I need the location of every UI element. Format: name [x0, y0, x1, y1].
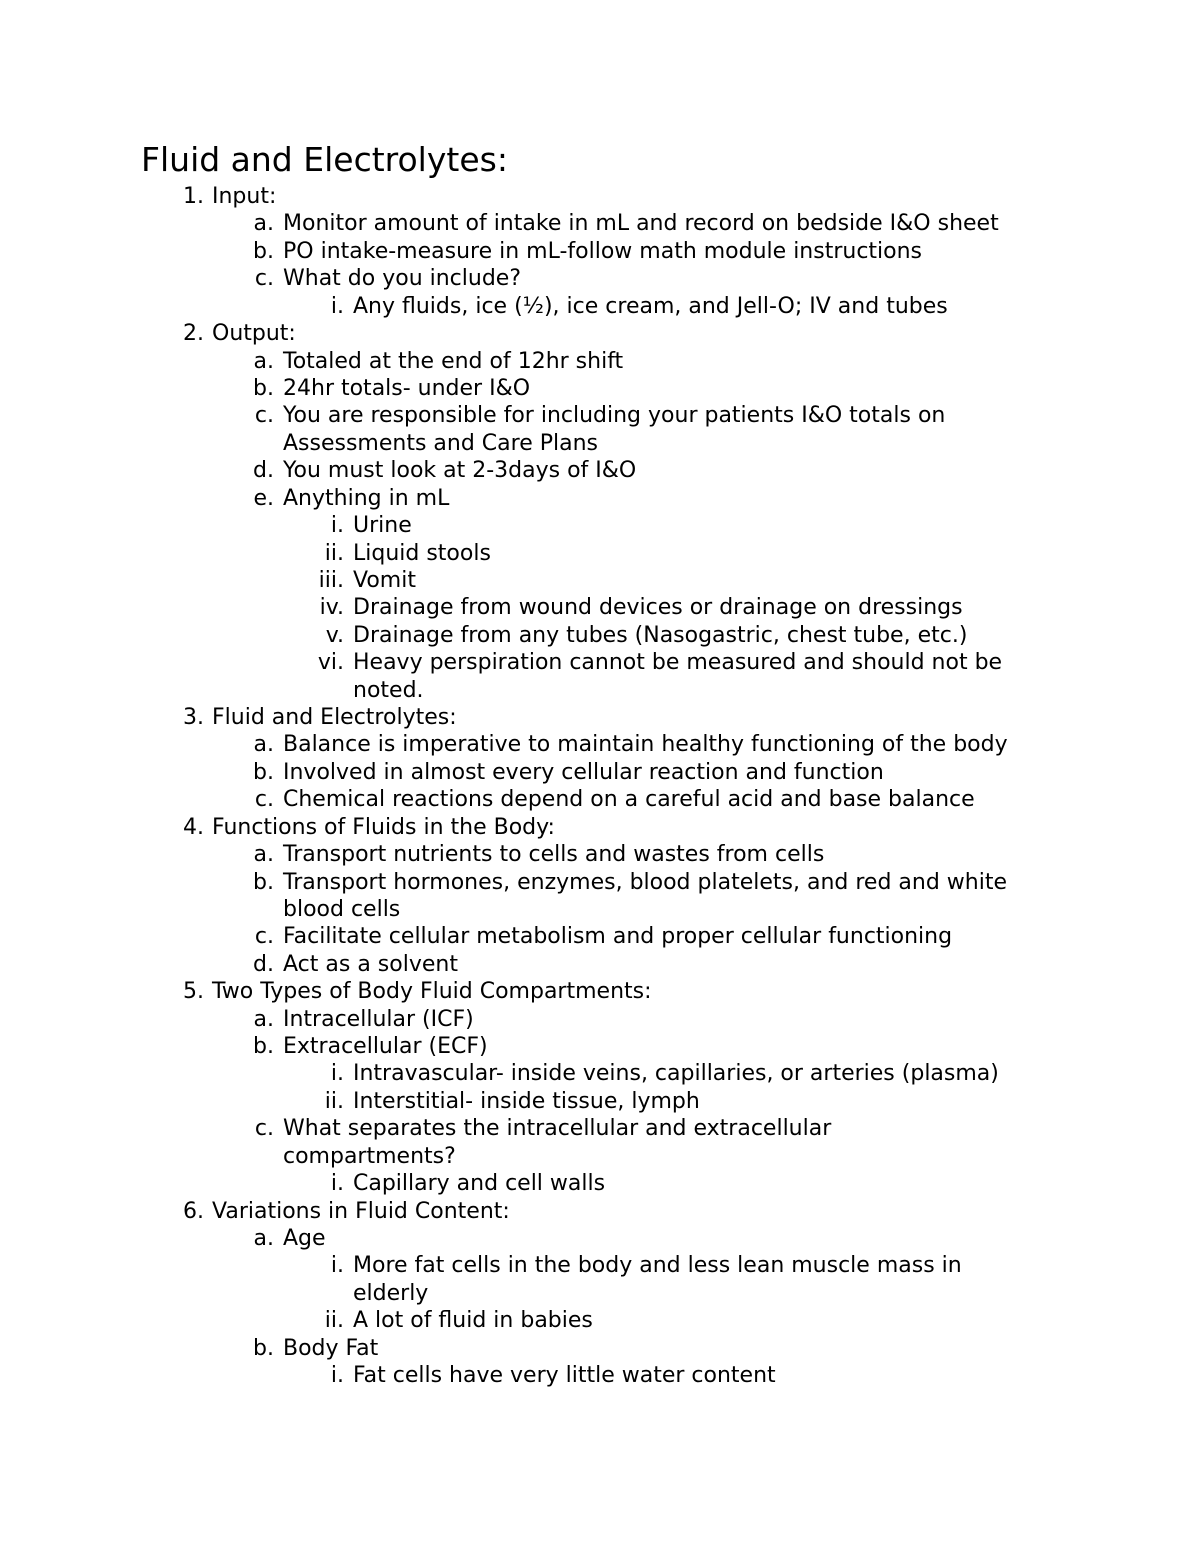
- list-item-text: Interstitial- inside tissue, lymph: [353, 1088, 700, 1114]
- list-item-text: Any fluids, ice (½), ice cream, and Jell-O; IV and tubes: [353, 293, 948, 319]
- list-item-text: Intracellular (ICF): [283, 1006, 474, 1032]
- list-marker: 4.: [183, 814, 204, 840]
- list-item-text: Output:: [212, 321, 296, 347]
- list-marker: c.: [254, 787, 274, 813]
- list-item-text: What separates the intracellular and extracellular: [283, 1116, 832, 1142]
- list-item-text: Functions of Fluids in the Body:: [212, 814, 555, 840]
- list-item-text: Transport hormones, enzymes, blood platelets, and red and white: [283, 869, 1007, 895]
- list-item-text: Chemical reactions depend on a careful acid and base balance: [283, 787, 975, 813]
- page-title: Fluid and Electrolytes:: [141, 140, 508, 179]
- list-marker: vi.: [317, 650, 344, 676]
- list-marker: a.: [253, 1006, 274, 1032]
- list-marker: v.: [325, 622, 344, 648]
- list-item-text: 24hr totals- under I&O: [283, 375, 531, 401]
- list-item-text: noted.: [353, 677, 424, 703]
- list-marker: c.: [254, 403, 274, 429]
- list-marker: 3.: [183, 705, 204, 730]
- list-item-text: Fluid and Electrolytes:: [212, 705, 457, 730]
- list-marker: b.: [253, 1335, 274, 1361]
- list-item-text: Monitor amount of intake in mL and record on bedside I&O sheet: [283, 211, 999, 237]
- list-item-text: Urine: [353, 513, 412, 538]
- list-item-text: Liquid stools: [353, 540, 491, 566]
- list-marker: 1.: [183, 184, 204, 209]
- list-item-text: You are responsible for including your patients I&O totals on: [283, 403, 946, 429]
- list-marker: i.: [330, 513, 344, 538]
- list-marker: d.: [253, 951, 274, 977]
- list-marker: i.: [330, 1253, 344, 1279]
- list-item-text: Facilitate cellular metabolism and proper cellular functioning: [283, 924, 953, 950]
- list-marker: b.: [253, 238, 274, 264]
- list-item-text: PO intake-measure in mL-follow math module instructions: [283, 238, 923, 264]
- list-item-text: Fat cells have very little water content: [353, 1363, 776, 1389]
- list-marker: i.: [330, 1363, 344, 1389]
- list-marker: ii.: [324, 1308, 344, 1334]
- list-item-text: Age: [283, 1226, 326, 1251]
- list-item-text: Act as a solvent: [283, 951, 458, 977]
- list-marker: b.: [253, 375, 274, 401]
- list-item-text: Variations in Fluid Content:: [212, 1198, 510, 1224]
- list-item-text: Body Fat: [283, 1335, 379, 1361]
- list-marker: iii.: [318, 567, 344, 593]
- list-marker: a.: [253, 211, 274, 237]
- list-marker: 5.: [183, 979, 204, 1005]
- list-item-text: Intravascular- inside veins, capillaries, or arteries (plasma): [353, 1061, 999, 1087]
- list-item-text: You must look at 2-3days of I&O: [283, 458, 637, 484]
- list-item-text: Balance is imperative to maintain healthy functioning of the body: [283, 732, 1008, 758]
- list-item-text: elderly: [353, 1280, 429, 1306]
- list-marker: a.: [253, 842, 274, 868]
- list-marker: c.: [254, 1116, 274, 1142]
- list-item-text: Extracellular (ECF): [283, 1034, 488, 1059]
- list-item-text: Input:: [212, 184, 277, 209]
- list-marker: i.: [330, 1061, 344, 1087]
- list-marker: b.: [253, 869, 274, 895]
- list-item-text: More fat cells in the body and less lean muscle mass in: [353, 1253, 962, 1279]
- list-item-text: Involved in almost every cellular reaction and function: [283, 759, 884, 785]
- list-item-text: Assessments and Care Plans: [283, 430, 599, 456]
- list-marker: a.: [253, 1226, 274, 1251]
- list-marker: 2.: [183, 321, 204, 347]
- list-item-text: Drainage from wound devices or drainage on dressings: [353, 595, 963, 621]
- list-marker: a.: [253, 732, 274, 758]
- list-marker: 6.: [183, 1198, 204, 1224]
- list-marker: b.: [253, 759, 274, 785]
- list-item-text: A lot of fluid in babies: [353, 1308, 593, 1334]
- list-item-text: Two Types of Body Fluid Compartments:: [212, 979, 652, 1005]
- list-item-text: Totaled at the end of 12hr shift: [283, 348, 624, 374]
- list-marker: iv.: [319, 595, 344, 621]
- list-marker: c.: [254, 266, 274, 292]
- list-marker: ii.: [324, 1088, 344, 1114]
- list-item-text: Heavy perspiration cannot be measured and should not be: [353, 650, 1003, 676]
- list-item-text: compartments?: [283, 1143, 456, 1169]
- list-item-text: What do you include?: [283, 266, 522, 292]
- list-item-text: Vomit: [353, 567, 416, 593]
- list-marker: ii.: [324, 540, 344, 566]
- list-marker: i.: [330, 293, 344, 319]
- list-marker: d.: [253, 458, 274, 484]
- list-item-text: Transport nutrients to cells and wastes from cells: [283, 842, 825, 868]
- list-item-text: Capillary and cell walls: [353, 1171, 606, 1197]
- list-marker: b.: [253, 1034, 274, 1059]
- list-item-text: Anything in mL: [283, 485, 450, 511]
- list-marker: c.: [254, 924, 274, 950]
- list-marker: i.: [330, 1171, 344, 1197]
- list-item-text: Drainage from any tubes (Nasogastric, chest tube, etc.): [353, 622, 968, 648]
- list-marker: a.: [253, 348, 274, 374]
- list-marker: e.: [253, 485, 274, 511]
- list-item-text: blood cells: [283, 896, 401, 922]
